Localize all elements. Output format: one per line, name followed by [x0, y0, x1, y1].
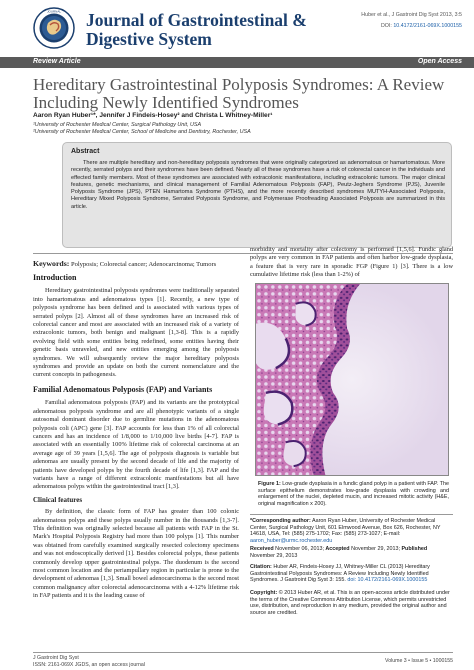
copyright-text: © 2013 Huber AR, et al. This is an open-access article distributed under the terms of the Creative Commons Attribution License, which permits unrestricted use, distribution, and reproduction in any medium, provided the original author and source are credited. [250, 590, 450, 617]
footer-issn: ISSN: 2161-069X JGDS, an open access journal [33, 662, 145, 668]
publication-dates [250, 546, 453, 559]
corresponding-author-text: Aaron Ryan Huber, University of Rochester Medical Center, Surgical Pathology Unit, 601 Elmwood Avenue, Box 626, Rochester, NY 14618, USA, Tel: (585) 275-1702; Fax: (585) 273-1027; E-mail: [250, 518, 441, 538]
corresponding-author [250, 518, 453, 545]
keywords-value: Polyposis; Colorectal cancer; Adenocarcinoma; Tumors [69, 261, 217, 268]
affiliation-1: ¹University of Rochester Medical Center, Surgical Pathology Unit, USA [33, 122, 202, 128]
received-date: November 06, 2013; [273, 546, 325, 552]
histology-figure-image [255, 283, 449, 476]
abstract-box [62, 142, 452, 248]
copyright-label: Copyright: [250, 590, 278, 596]
citation [250, 564, 453, 584]
footer-volume: Volume 3 • Issue 5 • 1000155 [385, 658, 453, 664]
clinical-features-text: By definition, the classic form of FAP has greater than 100 colonic adenomatous polyps and these polyps usually number in the thousands [1,3-7]. This definition was originally selected because all patients with FAP in the St. Mark's Hospital Polyposis Registry had more than 100 polyps [1]. This number was obtained from carefully examined surgically resected colectomy specimens and was not endoscopically derived [1]. Besides colorectal polyps, these patients commonly develop upper gastrointestinal polyps. The duodenum is the second most common location and the periampullary region in particular is prone to the development of adenomas [1,3]. Small bowel adenocarcinoma is the second most common malignancy after colorectal adenocarcinoma with a 4-12% lifetime risk in FAP patients and it is the leading cause of [33, 508, 239, 600]
right-column-text: morbidity and mortality after colectomy is performed [1,5,6]. Fundic gland polyps are very common in FAP patients and often harbor low-grade dysplasia, a feature that is very rare in sporadic FGP (Figure 1) [3]. There is a low cumulative lifetime risk (less than 1-2%) of [250, 246, 453, 279]
accepted-label: Accepted [324, 546, 350, 552]
corresponding-author-email[interactable]: aaron_huber@urmc.rochester.edu [250, 538, 333, 545]
citation-text: Huber AR, Findeis-Hosey JJ, Whitney-Miller CL (2013) Hereditary Gastrointestinal Polyposis Syndromes: A Review Including Newly Identified Syndromes. J Gastroint Dig Syst 3: 155. [250, 564, 430, 584]
metadata-divider [250, 514, 453, 515]
svg-text:JOURNAL: JOURNAL [46, 9, 62, 14]
clinical-features-heading: Clinical features [33, 495, 83, 504]
article-type-bar [0, 57, 474, 68]
page-header [0, 0, 474, 56]
published-date: November 29, 2013 [250, 552, 298, 559]
footer-divider [33, 652, 453, 653]
introduction-heading: Introduction [33, 273, 77, 282]
article-title: Hereditary Gastrointestinal Polyposis Syndromes: A Review Including Newly Identified Syndromes [33, 75, 445, 112]
published-label: Published [399, 546, 428, 552]
doi-label: DOI: [380, 23, 392, 29]
figure-caption [258, 481, 449, 507]
citation-line: Huber et al., J Gastroint Dig Syst 2013, 3:5 [361, 12, 462, 18]
keywords [33, 259, 216, 268]
footer-journal-info [33, 655, 145, 669]
abstract-text: There are multiple hereditary and non-hereditary polyposis syndromes that were originally categorized as adenomatous or hamartomatous. More recently, serrated polyps and their syndromes have been defined. Nearly all of these syndromes have a risk of colorectal cancer in the individuals and effected family members. Most of these syndromes are associated with extracolonic manifestations, including extracolonic tumors. The major clinical features, genetic mechanisms, and clinical management of Familial Adenomatous Polyposis (FAP), Peutz-Jeghers Syndrome (PJS), Juvenile Polyposis Syndrome (JPS), PTEN Hamartoma Syndrome (PTHS), and the more recently described syndromes MUTYH-Associated Polyposis, Hereditary Mixed Polyposis Syndrome, Serrated Polyposis Syndrome, and Polymerase Proofreading Associated Polyposis are summarized in this article. [71, 160, 445, 210]
figure-label: Figure 1: [258, 481, 281, 487]
introduction-text: Hereditary gastrointestinal polyposis syndromes were traditionally separated into hamartomatous and adenomatous types [1]. Recently, a new type of polyposis syndrome has been defined and is associated with various types of serrated polyps [2]. Almost all of these syndromes have an increased risk of colorectal cancer and most are associated with an increased risk of a variety of extracolonic tumors, both benign and malignant [1,3-8]. This is a rapidly evolving field with some entities being redefined, some entities having their genetic basis unraveled, and new entities emerging among the polyposis syndromes. We will subsequently review the major hereditary polyposis syndromes and provide an update on both the current nomenclature and the current concepts in pathogenesis. [33, 287, 239, 379]
footer-journal: J Gastroint Dig Syst [33, 655, 79, 661]
left-column [33, 273, 239, 604]
citation-label: Citation: [250, 564, 272, 570]
fap-text: Familial adenomatous polyposis (FAP) and its variants are the prototypical adenomatous polyposis syndrome and are all phenotypic variants of a single autosomal dominant disorder due to germline mutations in the adenomatous polyposis coli (APC) gene [3]. FAP accounts for less than 1% of all colorectal cancers and has an incidence of 1/8,000 to 1/10,000 live births [4-7]. FAP is associated with an essentially 100% lifetime risk of colorectal carcinoma at an average age of 39 years [1,5,6]. The age of polyposis diagnosis is variable but adenomas are usually present by the second decade of life and the majority of patients have developed polyps by the fourth decade of life [1,3]. FAP and the variants have a range of different extracolonic manifestations but all have adenomatous polyps within the gastrointestinal tract [1,3]. [33, 399, 239, 491]
figure-caption-text: Low-grade dysplasia in a fundic gland polyp in a patient with FAP. The surface epithelium demonstrates low-grade dysplasia with crowding and enlargement of the nuclei, depleted mucin, and increased mitotic activity (H&E, original magnification x 200). [258, 481, 449, 507]
right-column [250, 246, 453, 283]
author-list: Aaron Ryan Huber¹*, Jennifer J Findeis-Hosey² and Christa L Whitney-Miller¹ [33, 112, 273, 119]
review-article-label: Review Article [33, 58, 81, 65]
open-access-label: Open Access [417, 58, 462, 65]
accepted-date: November 29, 2013; [349, 546, 400, 552]
journal-logo-icon [33, 7, 75, 49]
corresponding-author-label: *Corresponding author: [250, 518, 311, 524]
journal-title: Journal of Gastrointestinal & Digestive System [86, 10, 307, 49]
citation-doi-link[interactable]: doi: 10.4172/2161-069X.1000155 [345, 577, 428, 584]
keywords-label: Keywords: [33, 259, 70, 268]
affiliation-2: ²University of Rochester Medical Center, School of Medicine and Dentistry, Rochester, USA [33, 129, 251, 135]
abstract-heading: Abstract [71, 148, 100, 155]
doi-line [381, 23, 462, 29]
doi-link[interactable]: 10.4172/2161-069X.1000155 [393, 23, 462, 29]
received-label: Received [250, 546, 274, 552]
fap-heading: Familial Adenomatous Polyposis (FAP) and Variants [33, 384, 213, 394]
copyright [250, 590, 453, 617]
